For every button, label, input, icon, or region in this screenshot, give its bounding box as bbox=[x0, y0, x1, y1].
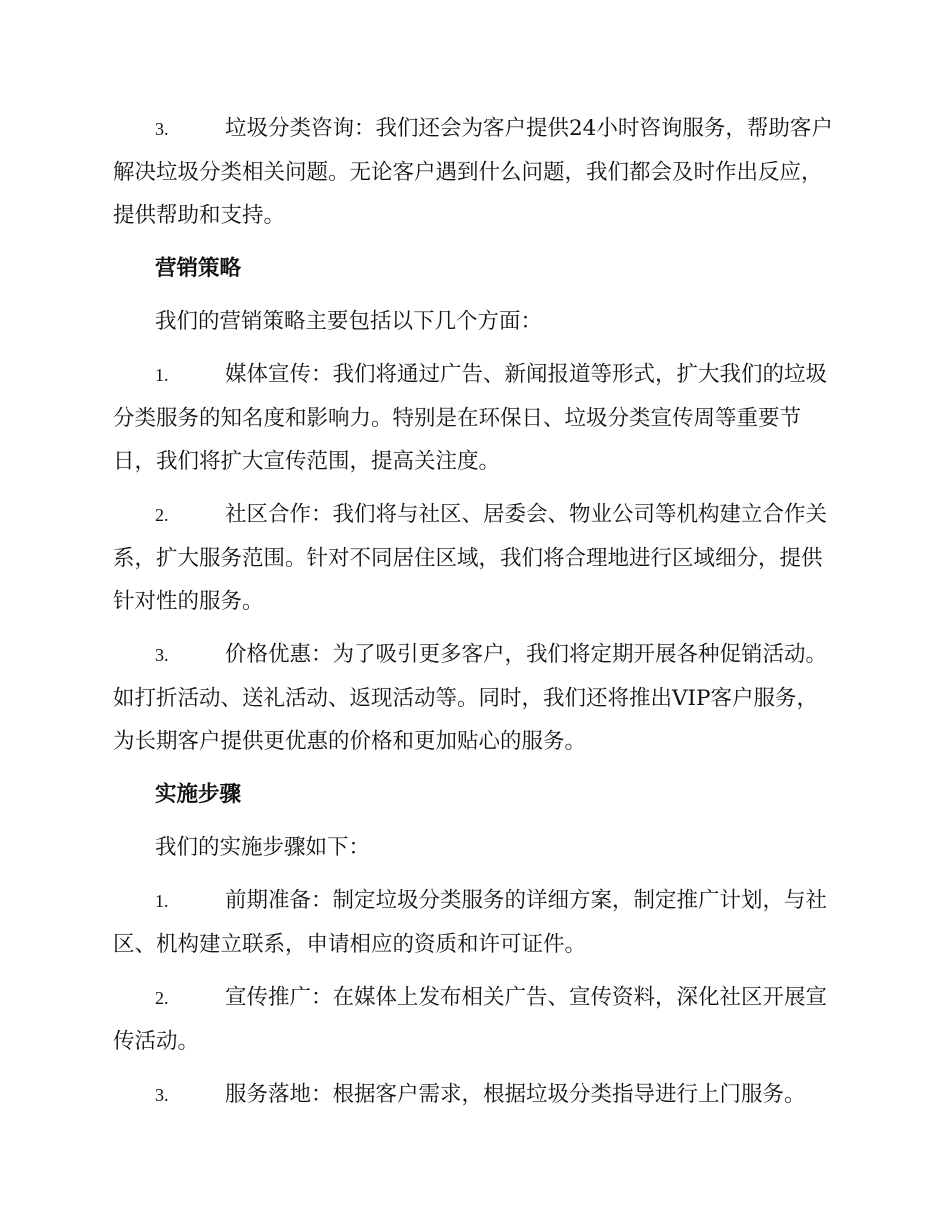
list-text: 价格优惠：为了吸引更多客户，我们将定期开展各种促销活动。如打折活动、送礼活动、返现活动等。同时，我们还将推出VIP客户服务，为长期客户提供更优惠的价格和更加贴心的服务。 bbox=[113, 642, 828, 754]
implementation-intro: 我们的实施步骤如下： bbox=[155, 835, 371, 860]
section-heading-implementation: 实施步骤 bbox=[155, 782, 242, 807]
list-number: 1. bbox=[155, 365, 169, 385]
list-number: 1. bbox=[155, 891, 169, 911]
list-number: 2. bbox=[155, 505, 169, 525]
list-text: 前期准备：制定垃圾分类服务的详细方案，制定推广计划，与社区、机构建立联系，申请相应的资质和许可证件。 bbox=[113, 888, 828, 957]
list-number: 3. bbox=[155, 1085, 169, 1105]
list-number: 3. bbox=[155, 645, 169, 665]
list-text: 服务落地：根据客户需求，根据垃圾分类指导进行上门服务。 bbox=[225, 1082, 806, 1107]
list-text: 媒体宣传：我们将通过广告、新闻报道等形式，扩大我们的垃圾分类服务的知名度和影响力。特别是在环保日、垃圾分类宣传周等重要节日，我们将扩大宣传范围，提高关注度。 bbox=[113, 362, 828, 474]
section-heading-marketing: 营销策略 bbox=[155, 256, 242, 281]
marketing-item-3 bbox=[113, 633, 833, 763]
list-text: 宣传推广：在媒体上发布相关广告、宣传资料，深化社区开展宣传活动。 bbox=[113, 985, 828, 1054]
list-number: 2. bbox=[155, 988, 169, 1008]
consulting-item bbox=[113, 107, 833, 237]
marketing-item-1 bbox=[113, 353, 833, 483]
list-number: 3. bbox=[155, 119, 169, 139]
implementation-item-1 bbox=[113, 879, 833, 966]
list-text: 垃圾分类咨询：我们还会为客户提供24小时咨询服务，帮助客户解决垃圾分类相关问题。无论客户遇到什么问题，我们都会及时作出反应，提供帮助和支持。 bbox=[113, 116, 833, 228]
marketing-item-2 bbox=[113, 493, 833, 623]
implementation-item-3 bbox=[113, 1073, 833, 1117]
implementation-item-2 bbox=[113, 976, 833, 1063]
list-text: 社区合作：我们将与社区、居委会、物业公司等机构建立合作关系，扩大服务范围。针对不同居住区域，我们将合理地进行区域细分，提供针对性的服务。 bbox=[113, 502, 828, 614]
marketing-intro: 我们的营销策略主要包括以下几个方面： bbox=[155, 309, 543, 334]
document-body bbox=[113, 107, 833, 1127]
